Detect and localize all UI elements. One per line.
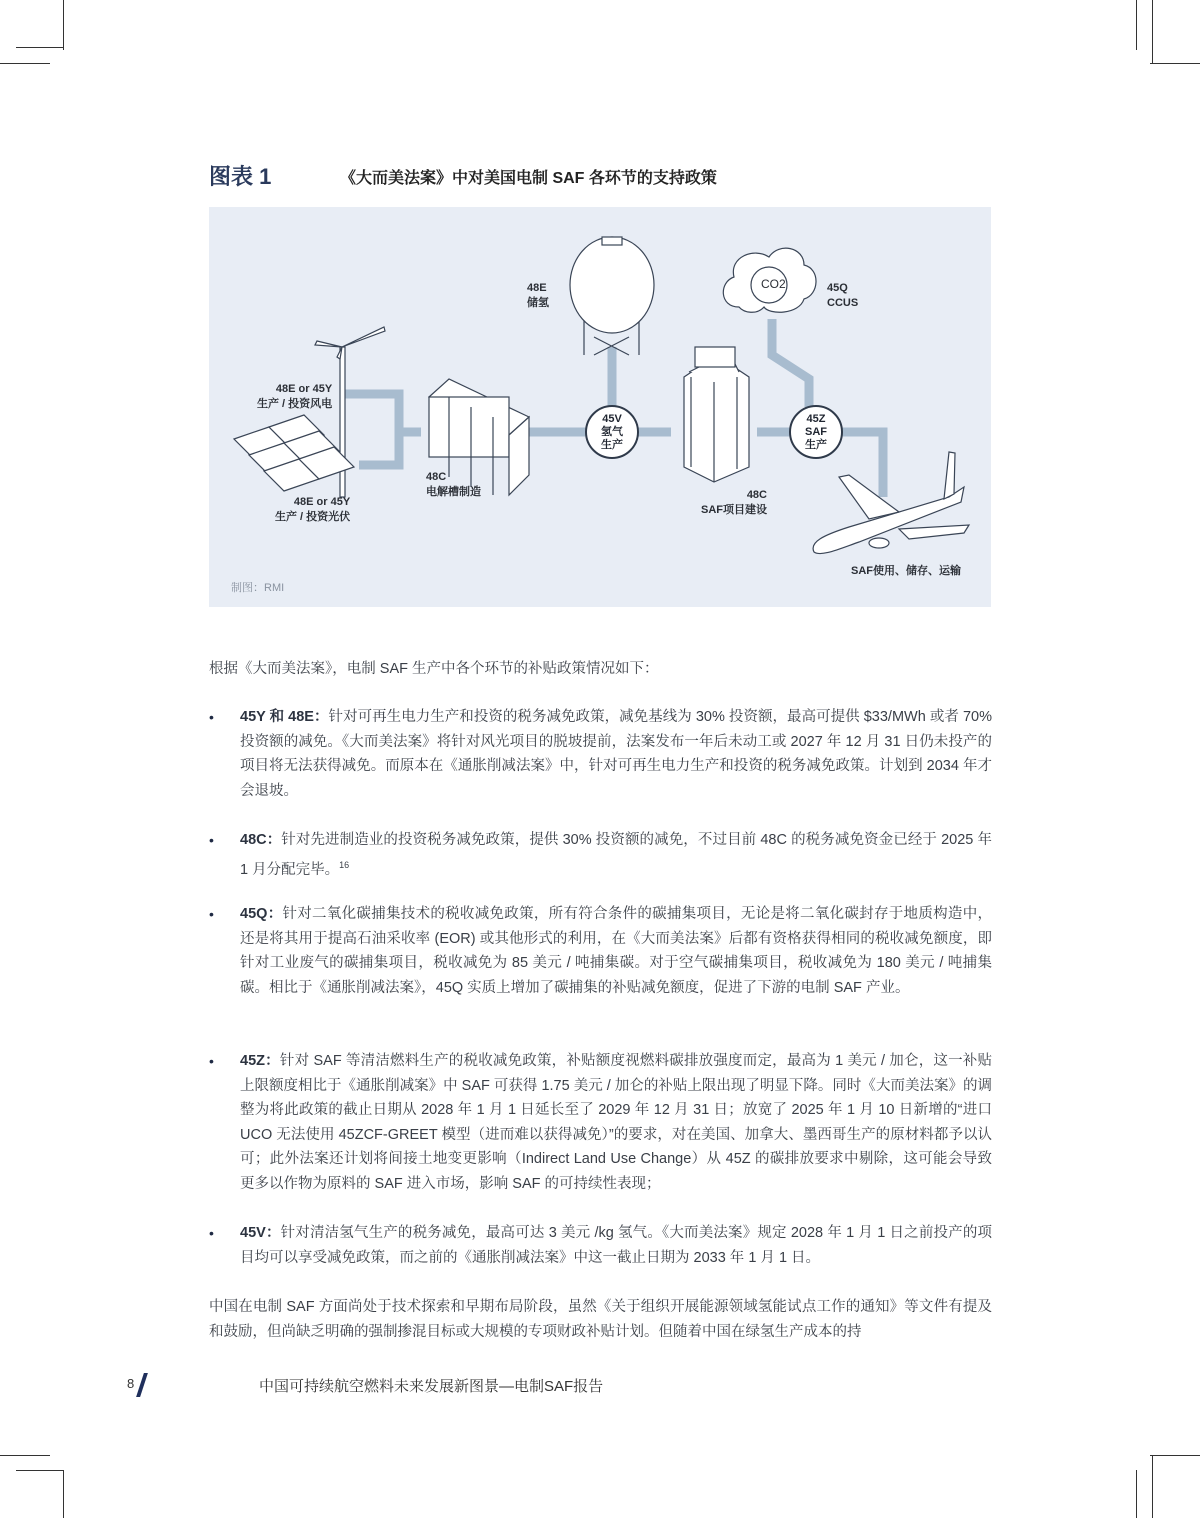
bullet-head: 48C： (240, 832, 282, 848)
solar-credit: 48E or 45Y (293, 496, 351, 508)
node-45v-code: 45V (602, 412, 622, 425)
label-wind (257, 382, 332, 412)
saf-plant-icon (684, 347, 749, 482)
bullet-45z (209, 1049, 992, 1197)
node-45v-line2: 氢气 (601, 425, 623, 438)
figure-title: 《大而美法案》中对美国电制 SAF 各环节的支持政策 (340, 170, 717, 187)
node-45v-line3: 生产 (601, 438, 623, 451)
saf-build-credit: 48C (746, 489, 767, 501)
crop-mark (0, 1455, 50, 1456)
crop-mark (63, 1470, 64, 1518)
bullet-45q (209, 902, 992, 1000)
bullet-text: 针对先进制造业的投资税务减免政策，提供 30% 投资额的减免，不过目前 48C 的税务减免资金已经于 2025 年 1 月分配完毕。 (240, 832, 992, 878)
node-45z-line3: 生产 (805, 438, 827, 451)
body-paragraph: 中国在电制 SAF 方面尚处于技术探索和早期布局阶段，虽然《关于组织开展能源领域氢能试点工作的通知》等文件有提及和鼓励，但尚缺乏明确的强制掺混目标或大规模的专项财政补贴计划。但随着中国在绿氢生产成本的持 (209, 1299, 992, 1340)
label-storage (527, 281, 549, 311)
crop-mark (0, 63, 50, 64)
label-saf-use: SAF使用、储存、运输 (851, 565, 961, 577)
wind-desc: 生产 / 投资风电 (257, 398, 333, 410)
bullet-45v (209, 1221, 992, 1270)
bullet-45y-48e (209, 705, 992, 803)
page-slash-mark (136, 1373, 148, 1397)
bullet-text: 针对清洁氢气生产的税务减免，最高可达 3 美元 /kg 氢气。《大而美法案》规定 2028 年 1 月 1 日之前投产的项目均可以享受减免政策，而之前的《通胀削减法案》中这一截止日期为 2033 年 1 月 1 日。 (240, 1225, 992, 1266)
bullet-head: 45Y 和 48E： (240, 709, 329, 725)
bullet-head: 45Q： (240, 906, 283, 922)
policy-diagram (209, 207, 991, 607)
crop-mark (1152, 0, 1153, 63)
label-electrolyzer (426, 470, 481, 500)
crop-mark (16, 1470, 63, 1471)
bullet-head: 45Z： (240, 1053, 280, 1069)
bullet-text: 针对可再生电力生产和投资的税务减免政策，减免基线为 30% 投资额，最高可提供 $33/MWh 或者 70% 投资额的减免。《大而美法案》将针对风光项目的脱坡提前，法案发布一年后未动工或 2027 年 12 月 31 日仍未投产的项目将无法获得减免。而原本在《通胀削减法案》中，针对可再生电力生产和投资的税务减免政策。计划到 2034 年才会退坡。 (240, 709, 992, 799)
label-ccus (827, 281, 858, 311)
bullet-dot: • (209, 832, 214, 848)
bullet-head: 45V： (240, 1225, 281, 1241)
bullet-dot: • (209, 1053, 214, 1069)
bullet-48c (209, 828, 992, 882)
co2-label: CO2 (761, 277, 786, 291)
crop-mark (1150, 63, 1200, 64)
bullet-dot: • (209, 1225, 214, 1241)
node-45z (789, 405, 843, 459)
bullet-dot: • (209, 906, 214, 922)
crop-mark (1136, 1470, 1137, 1518)
crop-mark (63, 0, 64, 50)
solar-desc: 生产 / 投资光伏 (275, 511, 351, 523)
footnote-ref[interactable]: 16 (339, 859, 350, 870)
electrolyzer-desc: 电解槽制造 (426, 486, 481, 498)
solar-panel-icon (234, 415, 354, 491)
bullet-text: 针对二氧化碳捕集技术的税收减免政策，所有符合条件的碳捕集项目，无论是将二氧化碳封存于地质构造中，还是将其用于提高石油采收率 (EOR) 或其他形式的利用，在《大而美法案》后都有资格获得相同的税收减免额度，即针对工业废气的碳捕集项目，税收减免为 85 美元 / 吨捕集碳。对于空气碳捕集项目，税收减免为 180 美元 / 吨捕集碳。相比于《通胀削减法案》，45Q 实质上增加了碳捕集的补贴减免额度，促进了下游的电制 SAF 产业。 (240, 906, 992, 996)
bullet-text: 针对 SAF 等清洁燃料生产的税收减免政策，补贴额度视燃料碳排放强度而定，最高为 1 美元 / 加仑，这一补贴上限额度相比于《通胀削减案》中 SAF 可获得 1.75 美元 / 加仑的补贴上限出现了明显下降。同时《大而美法案》的调整为将此政策的截止日期从 2028 年 1 月 1 日延长至了 2029 年 12 月 31 日；放宽了 2025 年 1 月 10 日新增的“进口 UCO 无法使用 45ZCF-GREET 模型（进而难以获得减免）”的要求，对在美国、加拿大、墨西哥生产的原材料都予以认可；此外法案还计划将间接土地变更影响（Indirect Land Use Change）从 45Z 的碳排放要求中剔除，这可能会导致更多以作物为原料的 SAF 进入市场，影响 SAF 的可持续性表现； (240, 1053, 992, 1192)
crop-mark (1150, 1455, 1200, 1456)
ccus-credit: 45Q (827, 282, 848, 294)
page-number: 8 (127, 1376, 135, 1391)
figure-label: 图表 1 (209, 164, 272, 189)
saf-build-desc: SAF项目建设 (701, 504, 767, 516)
hydrogen-tank-icon (570, 237, 654, 355)
storage-credit: 48E (527, 282, 547, 294)
ccus-desc: CCUS (827, 297, 859, 309)
figure-credit: 制图：RMI (231, 582, 285, 594)
intro-text: 根据《大而美法案》，电制 SAF 生产中各个环节的补贴政策情况如下： (209, 661, 659, 677)
airplane-icon (813, 452, 969, 554)
crop-mark (1152, 1455, 1153, 1518)
node-45z-code: 45Z (806, 412, 826, 425)
storage-desc: 储氢 (527, 297, 549, 309)
footer-title: 中国可持续航空燃料未来发展新图景—电制SAF报告 (259, 1378, 604, 1395)
label-saf-build (701, 488, 767, 518)
bullet-dot: • (209, 709, 214, 725)
wind-credit: 48E or 45Y (275, 383, 333, 395)
node-45z-line2: SAF (805, 425, 827, 438)
crop-mark (1136, 0, 1137, 50)
electrolyzer-credit: 48C (426, 471, 447, 483)
node-45v (585, 405, 639, 459)
crop-mark (16, 47, 63, 48)
label-solar (275, 495, 350, 525)
